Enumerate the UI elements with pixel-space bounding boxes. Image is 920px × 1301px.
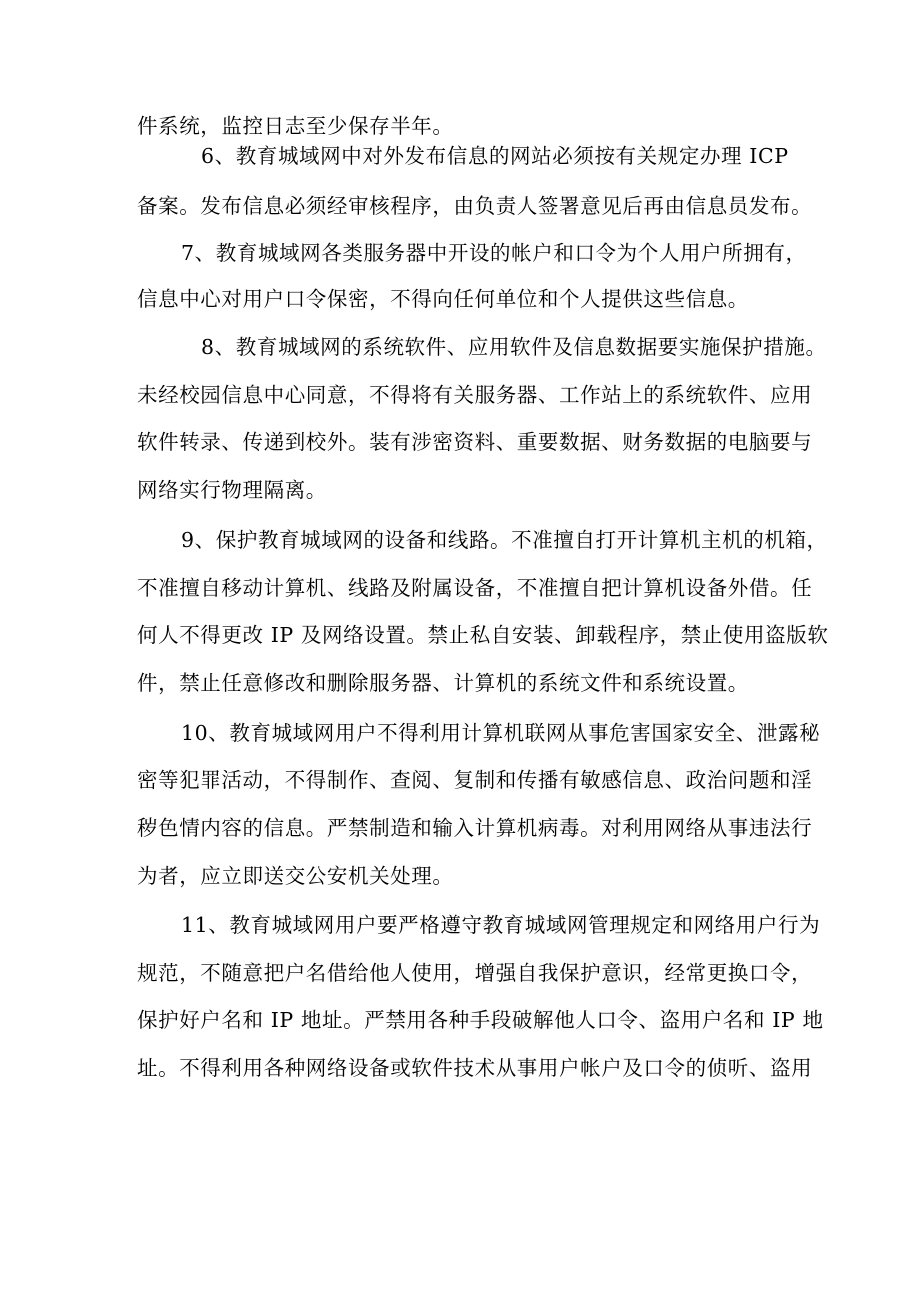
text-line: 何人不得更改 IP 及网络设置。禁止私自安装、卸载程序，禁止使用盗版软 — [137, 623, 829, 647]
text-line: 7、教育城域网各类服务器中开设的帐户和口令为个人用户所拥有， — [181, 241, 807, 265]
text-line: 备案。发布信息必须经审核程序，由负责人签署意见后再由信息员发布。 — [137, 194, 813, 218]
text-line: 件，禁止任意修改和删除服务器、计算机的系统文件和系统设置。 — [137, 671, 749, 695]
text-line: 规范，不随意把户名借给他人使用，增强自我保护意识，经常更换口令， — [137, 961, 813, 985]
text-line: 信息中心对用户口令保密，不得向任何单位和个人提供这些信息。 — [137, 287, 749, 311]
text-line: 件系统，监控日志至少保存半年。 — [137, 114, 454, 138]
text-line: 8、教育城域网的系统软件、应用软件及信息数据要实施保护措施。 — [201, 335, 827, 359]
text-line: 9、保护教育城域网的设备和线路。不准擅自打开计算机主机的机箱， — [181, 528, 828, 552]
text-line: 6、教育城域网中对外发布信息的网站必须按有关规定办理 ICP — [201, 144, 789, 168]
text-line: 网络实行物理隔离。 — [137, 478, 327, 502]
text-line: 址。不得利用各种网络设备或软件技术从事用户帐户及口令的侦听、盗用 — [137, 1056, 813, 1080]
text-line: 软件转录、传递到校外。装有涉密资料、重要数据、财务数据的电脑要与 — [137, 430, 813, 454]
text-line: 11、教育城域网用户要严格遵守教育城域网管理规定和网络用户行为 — [181, 913, 821, 937]
text-line: 密等犯罪活动，不得制作、查阅、复制和传播有敏感信息、政治问题和淫 — [137, 768, 813, 792]
text-line: 10、教育城域网用户不得利用计算机联网从事危害国家安全、泄露秘 — [181, 721, 821, 745]
text-line: 保护好户名和 IP 地址。严禁用各种手段破解他人口令、盗用户名和 IP 地 — [137, 1008, 824, 1032]
text-line: 不准擅自移动计算机、线路及附属设备，不准擅自把计算机设备外借。任 — [137, 576, 813, 600]
text-line: 秽色情内容的信息。严禁制造和输入计算机病毒。对利用网络从事违法行 — [137, 816, 813, 840]
text-line: 为者，应立即送交公安机关处理。 — [137, 864, 454, 888]
text-line: 未经校园信息中心同意，不得将有关服务器、工作站上的系统软件、应用 — [137, 383, 813, 407]
